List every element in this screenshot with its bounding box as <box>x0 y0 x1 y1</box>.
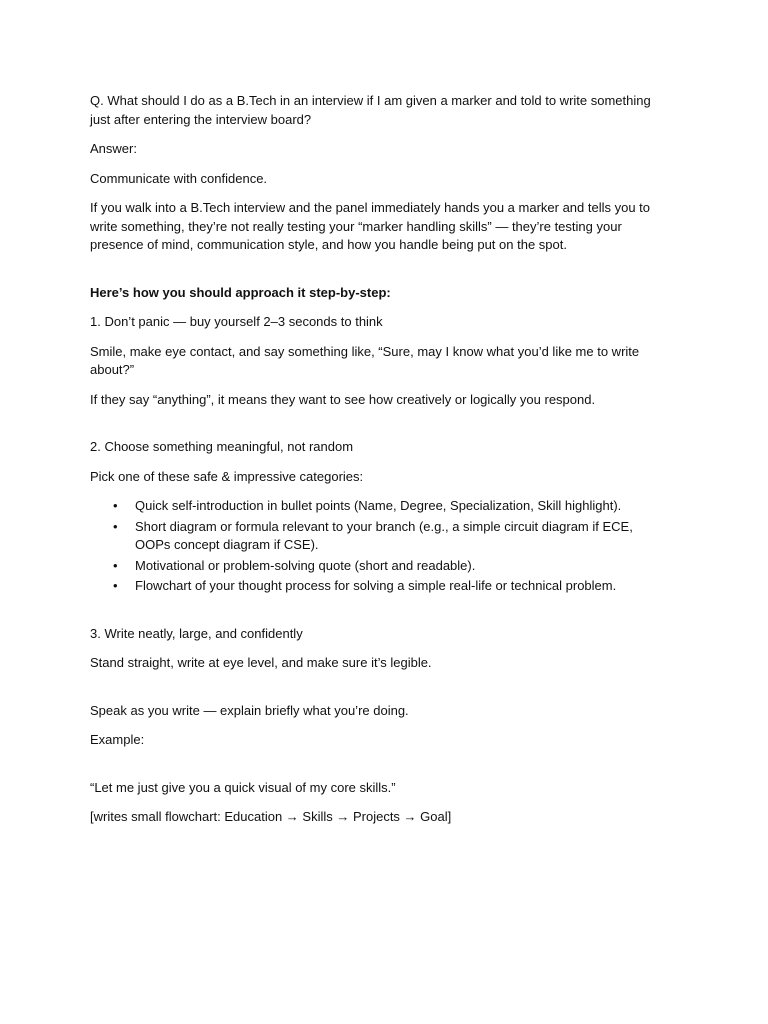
step-3-title: 3. Write neatly, large, and confidently <box>90 625 303 641</box>
spacer <box>90 607 670 625</box>
category-list <box>90 497 670 596</box>
list-item <box>113 557 670 576</box>
question-text: Q. What should I do as a B.Tech in an interview if I am given a marker and told to write something just after entering the interview board? <box>90 93 651 127</box>
list-item-text: Flowchart of your thought process for solving a simple real-life or technical problem. <box>135 578 617 593</box>
list-item <box>113 497 670 516</box>
bullet-icon: • <box>113 498 118 513</box>
example-quote: “Let me just give you a quick visual of my core skills.” <box>90 779 396 795</box>
step-3-speak-text: Speak as you write — explain briefly what you’re doing. <box>90 702 409 718</box>
approach-heading: Here’s how you should approach it step-by-step: <box>90 284 391 300</box>
step-2-title: 2. Choose something meaningful, not random <box>90 439 354 454</box>
spacer <box>90 684 670 702</box>
step-3-paragraph: Stand straight, write at eye level, and make sure it’s legible. <box>90 655 432 670</box>
context-paragraph: If you walk into a B.Tech interview and the panel immediately hands you a marker and tells you to write something, they’re not really testing your “marker handling skills” — they’re testing your presence of mind, communication style, and how you handle being put on the spot. <box>90 200 651 252</box>
example-label: Example: <box>90 732 145 747</box>
spacer <box>90 266 670 284</box>
step-1-note: If they say “anything”, it means they want to see how creatively or logically you respond. <box>90 391 596 407</box>
bullet-icon: • <box>113 578 118 593</box>
list-item-text: Short diagram or formula relevant to your branch (e.g., a simple circuit diagram if ECE, OOPs concept diagram if CSE). <box>135 518 633 552</box>
intro-text: Communicate with confidence. <box>90 170 268 186</box>
spacer <box>90 420 670 438</box>
step-2-lead: Pick one of these safe & impressive categories: <box>90 468 364 484</box>
list-item <box>113 577 670 596</box>
answer-label: Answer: <box>90 141 137 156</box>
step-1-title: 1. Don’t panic — buy yourself 2–3 seconds to think <box>90 314 383 329</box>
list-item-text: Quick self-introduction in bullet points (Name, Degree, Specialization, Skill highlight). <box>135 498 622 513</box>
step-1-paragraph: Smile, make eye contact, and say something like, “Sure, may I know what you’d like me to write about?” <box>90 343 640 377</box>
list-item <box>113 518 670 555</box>
list-item-text: Motivational or problem-solving quote (short and readable). <box>135 557 476 573</box>
bullet-icon: • <box>113 518 118 534</box>
example-action: [writes small flowchart: Education → Skills → Projects → Goal] <box>90 809 452 824</box>
document-body <box>90 92 670 838</box>
bullet-icon: • <box>113 557 118 573</box>
spacer <box>90 761 670 779</box>
